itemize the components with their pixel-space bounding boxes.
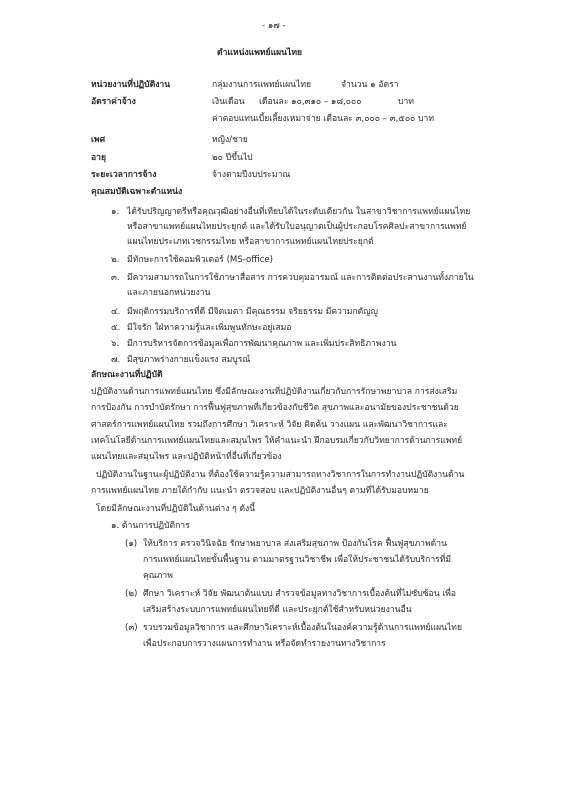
qual-6-num: ๖. [111,339,120,349]
task-3-line-2: เพื่อประกอบการวางแผนการทำงาน หรือจัดทำรายงานทางวิชาการ [143,639,386,649]
qual-7-line-1: มีสุขภาพร่างกายแข็งแรง สมบูรณ์ [127,355,251,365]
page-number: - ๑๗ - [262,21,286,31]
salary-range: เดือนละ ๑๐,๓๑๐ – ๑๘,๐๐๐ [259,97,362,107]
para1-line-3: ศาสตร์การแพทย์แผนไทย รวมถึงการศึกษา วิเคราะห์ วิจัย คิดค้น วางแผน และพัฒนาวิชาการและ [91,420,448,430]
pay-label: อัตราค่าจ้าง [91,97,136,107]
para1-line-4: เทคโนโลยีด้านการแพทย์แผนไทยและสมุนไพร ให้คำแนะนำ ฝึกอบรมเกี่ยวกับวิทยาการด้านการแพทย์ [91,436,463,446]
qual-3-num: ๓. [111,273,120,283]
task-1-num: (๑) [125,539,138,549]
allowance-value: ค่าตอบแทนเบี้ยเลี้ยงเหมาจ่าย เดือนละ ๓,๐๐๐ – ๓,๕๐๐ บาท [212,114,434,124]
qual-2-line-1: มีทักษะการใช้คอมพิวเตอร์ (MS-office) [127,255,273,265]
page-title: ตำแหน่งแพทย์แผนไทย [217,48,303,58]
qual-5-line-1: มีใจรัก ใฝ่หาความรู้และเพิ่มพูนทักษะอยู่เสมอ [127,323,292,333]
qualifications-heading: คุณสมบัติเฉพาะตำแหน่ง [91,187,183,197]
qual-7-num: ๗. [111,355,121,365]
para1-line-2: การป้องกัน การบำบัดรักษา การฟื้นฟูสุขภาพที่เกี่ยวข้องกับชีวิต สุขภาพและอนามัยของประชาชนด้วย [91,403,459,413]
qual-1-num: ๑. [111,207,120,217]
qual-3-line-1: มีความสามารถในการใช้ภาษาสื่อสาร การควบคุมอารมณ์ และการติดต่อประสานงานทั้งภายใน [127,273,474,283]
agency-value: กลุ่มงานการแพทย์แผนไทย [212,80,312,90]
para2-line-2: การแพทย์แผนไทย ภายใต้กำกับ แนะนำ ตรวจสอบ และปฏิบัติงานอื่นๆ ตามที่ได้รับมอบหมาย [91,486,429,496]
sex-label: เพศ [91,135,106,145]
para1-line-1: ปฏิบัติงานด้านการแพทย์แผนไทย ซึ่งมีลักษณะงานที่ปฏิบัติงานเกี่ยวกับการรักษาพยาบาล การส่งเสริม [91,387,458,397]
qual-3-line-2: และภายนอกหน่วยงาน [127,288,211,298]
sex-value: หญิง/ชาย [212,135,248,145]
qual-4-line-1: มีพฤติกรรมบริการที่ดี มีจิตเมตา มีคุณธรรม จริยธรรม มีความกตัญญู [127,307,378,317]
section-1-heading: ๑. ด้านการปฏิบัติการ [111,521,190,531]
term-label: ระยะเวลาการจ้าง [91,170,157,180]
para3: โดยมีลักษณะงานที่ปฏิบัติในด้านต่าง ๆ ดังนี้ [96,504,256,514]
qual-2-num: ๒. [111,255,120,265]
para2-line-1: ปฏิบัติงานในฐานะผู้ปฏิบัติงาน ที่ต้องใช้ความรู้ความสามารถทางวิชาการในการทำงานปฏิบัติงานด้าน [96,470,465,480]
term-value: จ้างตามปีงบประมาณ [212,170,291,180]
task-1-line-3: คุณภาพ [143,571,173,581]
qual-5-num: ๕. [111,323,121,333]
quota-value: จำนวน ๑ อัตรา [341,80,399,90]
qual-4-num: ๔. [111,307,121,317]
salary-type: เงินเดือน [212,97,245,107]
age-value: ๒๐ ปีขึ้นไป [212,153,253,163]
qual-6-line-1: มีการบริหารจัดการข้อมูลเพื่อการพัฒนาคุณภาพ และเพิ่มประสิทธิภาพงาน [127,339,397,349]
task-2-line-1: ศึกษา วิเคราะห์ วิจัย พัฒนาต้นแบบ สำรวจข้อมูลทางวิชาการเบื้องต้นที่ไม่ซับซ้อน เพื่อ [143,589,457,599]
task-2-num: (๒) [125,589,138,599]
qual-1-line-2: หรือสาขาแพทย์แผนไทยประยุกต์ และได้รับใบอนุญาตเป็นผู้ประกอบโรคศิลปะสาขาการแพทย์ [127,222,467,232]
qual-1-line-1: ได้รับปริญญาตรีหรือคุณวุฒิอย่างอื่นที่เทียบได้ในระดับเดียวกัน ในสาขาวิชาการแพทย์แผนไทย [127,207,471,217]
task-1-line-2: การแพทย์แผนไทยขั้นพื้นฐาน ตามมาตรฐานวิชาชีพ เพื่อให้ประชาชนได้รับบริการที่มี [143,555,452,565]
age-label: อายุ [91,153,107,163]
task-3-num: (๓) [125,623,138,633]
task-1-line-1: ให้บริการ ตรวจวินิจฉัย รักษาพยาบาล ส่งเสริมสุขภาพ ป้องกันโรค ฟื้นฟูสุขภาพด้าน [143,539,447,549]
qual-1-line-3: แผนไทยประเภทเวชกรรมไทย หรือสาขาการแพทย์แผนไทยประยุกต์ [127,237,374,247]
task-2-line-2: เสริมสร้างระบบการแพทย์แผนไทยที่ดี และประยุกต์ใช้สำหรับหน่วยงานอื่น [143,605,412,615]
agency-label: หน่วยงานที่ปฏิบัติงาน [91,80,171,90]
para1-line-5: แผนไทยและสมุนไพร และปฏิบัติหน้าที่อื่นที่เกี่ยวข้อง [91,452,282,462]
salary-unit: บาท [398,97,414,107]
task-3-line-1: รวบรวมข้อมูลวิชาการ และศึกษาวิเคราะห์เบื้องต้นในองค์ความรู้ด้านการแพทย์แผนไทย [143,623,462,633]
duties-heading: ลักษณะงานที่ปฏิบัติ [91,370,163,380]
